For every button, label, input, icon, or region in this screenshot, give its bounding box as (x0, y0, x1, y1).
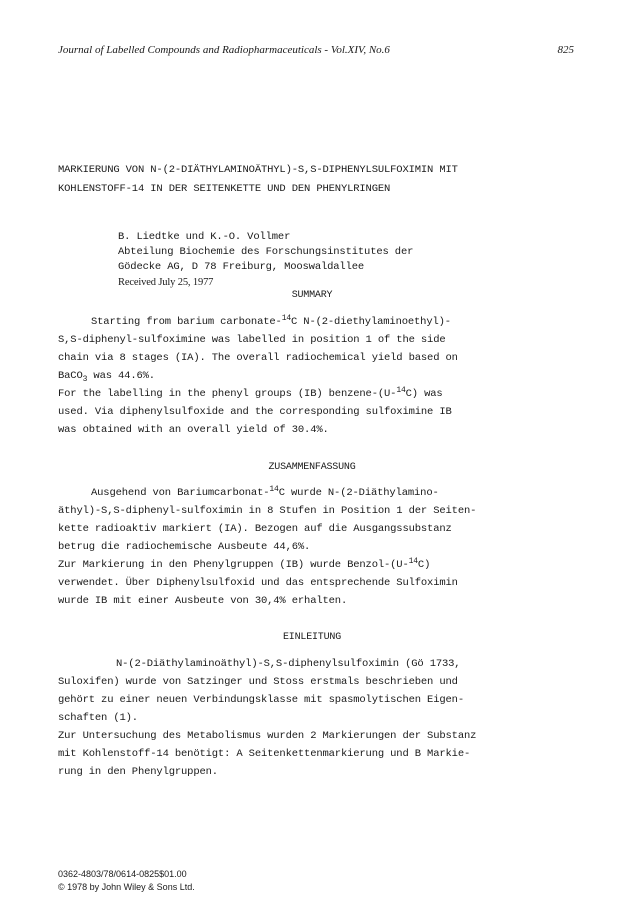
zusammenfassung-heading: ZUSAMMENFASSUNG (268, 462, 356, 473)
text-line: N-(2-Diäthylaminoäthyl)-S,S-diphenylsulfoximin (Gö 1733, (116, 658, 461, 670)
affiliation-line: Abteilung Biochemie des Forschungsinstitutes der (118, 246, 414, 258)
text-run: C) (417, 559, 431, 571)
text-line (58, 313, 538, 331)
text-run: Ausgehend von Bariumcarbonat- (91, 487, 270, 499)
text-run: C N-(2-diethylaminoethyl)- (291, 316, 451, 328)
isotope-superscript: 14 (408, 557, 418, 566)
zusammenfassung-paragraph (58, 484, 538, 610)
isotope-superscript: 14 (396, 386, 406, 395)
text-run: was 44.6%. (87, 370, 155, 382)
text-line: was obtained with an overall yield of 30.4%. (58, 424, 329, 436)
text-run: C wurde N-(2-Diäthylamino- (278, 487, 439, 499)
text-line: gehört zu einer neuen Verbindungsklasse mit spasmolytischen Eigen- (58, 694, 464, 706)
text-line: verwendet. Über Diphenylsulfoxid und das entsprechende Sulfoximin (58, 577, 458, 589)
issn-code: 0362-4803/78/0614-0825$01.00 (58, 869, 187, 879)
subscript: 3 (82, 375, 88, 384)
text-run: Zur Markierung in den Phenylgruppen (IB) wurde Benzol-(U- (58, 559, 409, 571)
author-names: B. Liedtke und K.-O. Vollmer (118, 231, 291, 243)
text-line: Suloxifen) wurde von Satzinger und Stoss erstmals beschrieben und (58, 676, 458, 688)
text-line: äthyl)-S,S-diphenyl-sulfoximin in 8 Stufen in Position 1 der Seiten- (58, 505, 477, 517)
title-line: MARKIERUNG VON N-(2-DIÄTHYLAMINOÄTHYL)-S,S-DIPHENYLSULFOXIMIN MIT (58, 164, 458, 176)
text-line (58, 556, 538, 574)
received-date: Received July 25, 1977 (118, 277, 214, 288)
paper-title (58, 161, 458, 199)
journal-header: Journal of Labelled Compounds and Radiopharmaceuticals - Vol.XIV, No.6 (58, 44, 390, 56)
text-line: chain via 8 stages (IA). The overall radiochemical yield based on (58, 352, 458, 364)
text-line: S,S-diphenyl-sulfoximine was labelled in position 1 of the side (58, 334, 446, 346)
text-run: BaCO (58, 370, 83, 382)
text-line (58, 385, 538, 403)
copyright-notice: © 1978 by John Wiley & Sons Ltd. (58, 882, 195, 892)
summary-paragraph (58, 313, 538, 439)
text-run: C) was (405, 388, 443, 400)
text-run: Starting from barium carbonate- (91, 316, 282, 328)
footer (58, 868, 195, 894)
text-line: used. Via diphenylsulfoxide and the corresponding sulfoximine IB (58, 406, 452, 418)
text-line: schaften (1). (58, 712, 138, 724)
text-run: For the labelling in the phenyl groups (IB) benzene-(U- (58, 388, 397, 400)
text-line (58, 367, 538, 385)
text-line: rung in den Phenylgruppen. (58, 766, 218, 778)
text-line: betrug die radiochemische Ausbeute 44,6%. (58, 541, 311, 553)
page-number: 825 (557, 44, 574, 56)
summary-heading: SUMMARY (291, 290, 333, 301)
title-line: KOHLENSTOFF-14 IN DER SEITENKETTE UND DEN PHENYLRINGEN (58, 183, 391, 195)
affiliation-line: Gödecke AG, D 78 Freiburg, Mooswaldallee (118, 261, 365, 273)
einleitung-paragraph (58, 655, 538, 781)
einleitung-heading: EINLEITUNG (282, 632, 341, 643)
text-line: kette radioaktiv markiert (IA). Bezogen auf die Ausgangssubstanz (58, 523, 452, 535)
author-block (118, 230, 413, 290)
text-line (58, 484, 538, 502)
isotope-superscript: 14 (281, 314, 291, 323)
isotope-superscript: 14 (269, 485, 279, 494)
text-line: Zur Untersuchung des Metabolismus wurden 2 Markierungen der Substanz (58, 730, 477, 742)
text-line: wurde IB mit einer Ausbeute von 30,4% erhalten. (58, 595, 348, 607)
text-line: mit Kohlenstoff-14 benötigt: A Seitenkettenmarkierung und B Markie- (58, 748, 471, 760)
